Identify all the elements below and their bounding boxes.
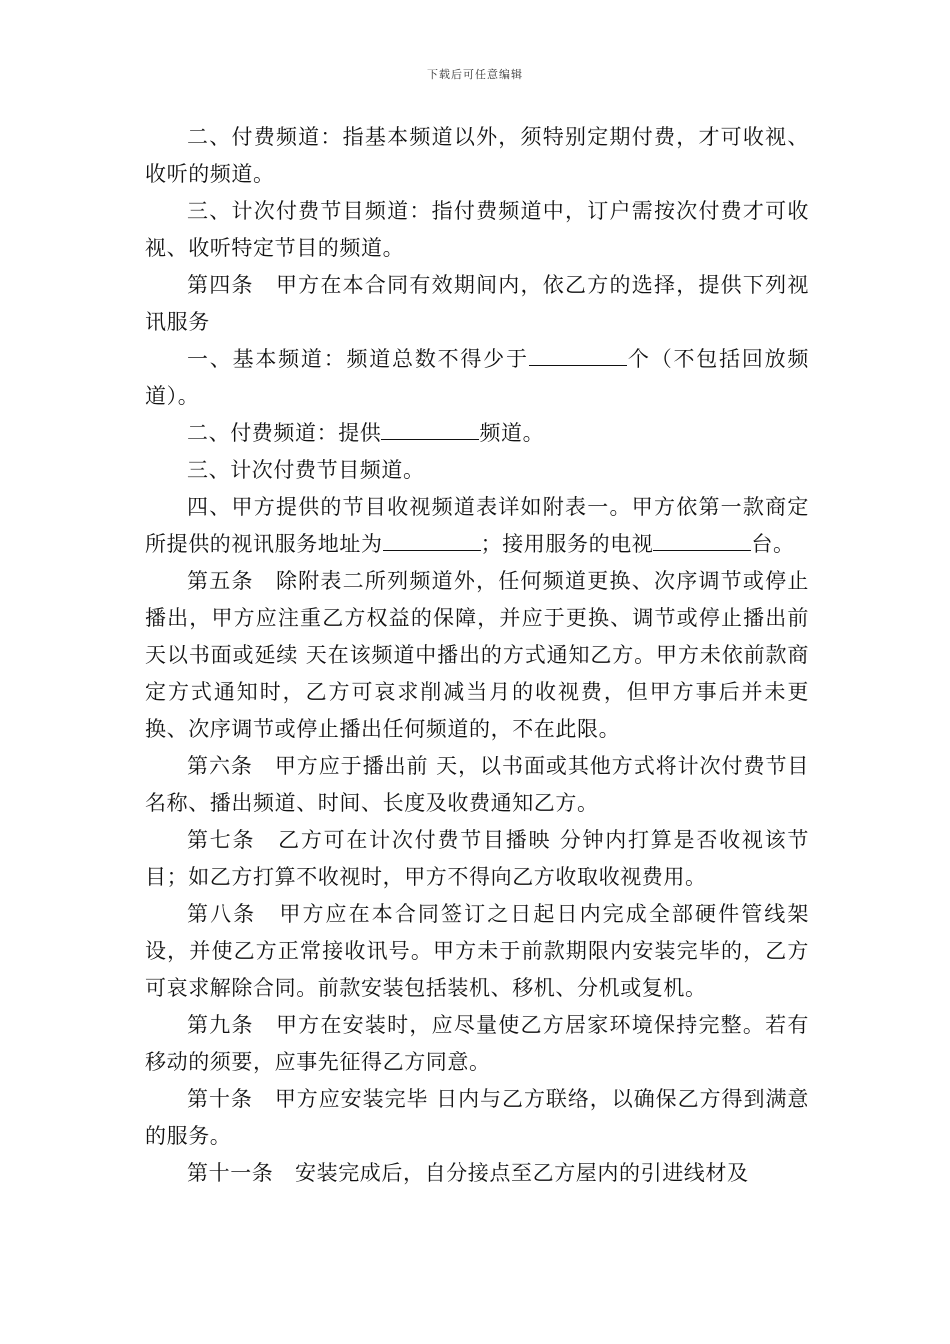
paragraph-basic-channels [145,341,809,415]
paragraph-article-9: 第九条 甲方在安装时，应尽量使乙方居家环境保持完整。若有移动的须要，应事先征得乙方同意。 [145,1013,809,1074]
basic-channels-text-b: 个（不包括回放频道）。 [145,347,809,408]
paid-channels-text-a: 二、付费频道：提供 [187,421,382,445]
paragraph-paid-channels [145,415,809,452]
paragraph-article-4: 第四条 甲方在本合同有效期间内，依乙方的选择，提供下列视讯服务 [145,273,809,334]
paragraph-article-8: 第八条 甲方应在本合同签订之日起日内完成全部硬件管线架设，并使乙方正常接收讯号。甲方未于前款期限内安装完毕的，乙方可哀求解除合同。前款安装包括装机、移机、分机或复机。 [145,902,809,1000]
paragraph-article-11: 第十一条 安装完成后，自分接点至乙方屋内的引进线材及 [187,1161,749,1185]
service-address-blank [383,526,481,551]
paragraph-paid-channel-definition: 二、付费频道：指基本频道以外，须特别定期付费，才可收视、收听的频道。 [145,125,809,186]
contract-body [145,119,809,1192]
paragraph-channel-list [145,489,809,563]
tv-count-blank-continued [741,526,751,551]
tv-count-blank [653,526,741,551]
channel-list-text-c: 台。 [751,532,795,556]
paragraph-ppv-channel-definition: 三、计次付费节目频道：指付费频道中，订户需按次付费才可收视、收听特定节目的频道。 [145,199,809,260]
paragraph-ppv-channels: 三、计次付费节目频道。 [187,458,425,482]
paid-channels-blank [381,415,479,440]
basic-channels-text-a: 一、基本频道：频道总数不得少于 [187,347,529,371]
paragraph-article-7: 第七条 乙方可在计次付费节目播映 分钟内打算是否收视该节目；如乙方打算不收视时，甲方不得向乙方收取收视费用。 [145,828,809,889]
paid-channels-text-b: 频道。 [479,421,545,445]
channel-count-blank [529,341,627,366]
paragraph-article-5: 第五条 除附表二所列频道外，任何频道更换、次序调节或停止播出，甲方应注重乙方权益的保障，并应于更换、调节或停止播出前 天以书面或延续 天在该频道中播出的方式通知乙方。甲方未依前款商定方式通知时，乙方可哀求削减当月的收视费，但甲方事后并未更换、次序调节或停止播出任何频道的，不在此限。 [145,569,809,741]
channel-list-text-a: 四、甲方提供的节目收视频道表详如附表一。甲方依第一款商定所提供的视讯服务地址为 [145,495,809,556]
paragraph-article-6: 第六条 甲方应于播出前 天，以书面或其他方式将计次付费节目名称、播出频道、时间、长度及收费通知乙方。 [145,754,809,815]
paragraph-article-10: 第十条 甲方应安装完毕 日内与乙方联络，以确保乙方得到满意的服务。 [145,1087,809,1148]
channel-list-text-b: ；接用服务的电视 [480,532,654,556]
page-header: 下载后可任意编辑 [427,68,523,81]
